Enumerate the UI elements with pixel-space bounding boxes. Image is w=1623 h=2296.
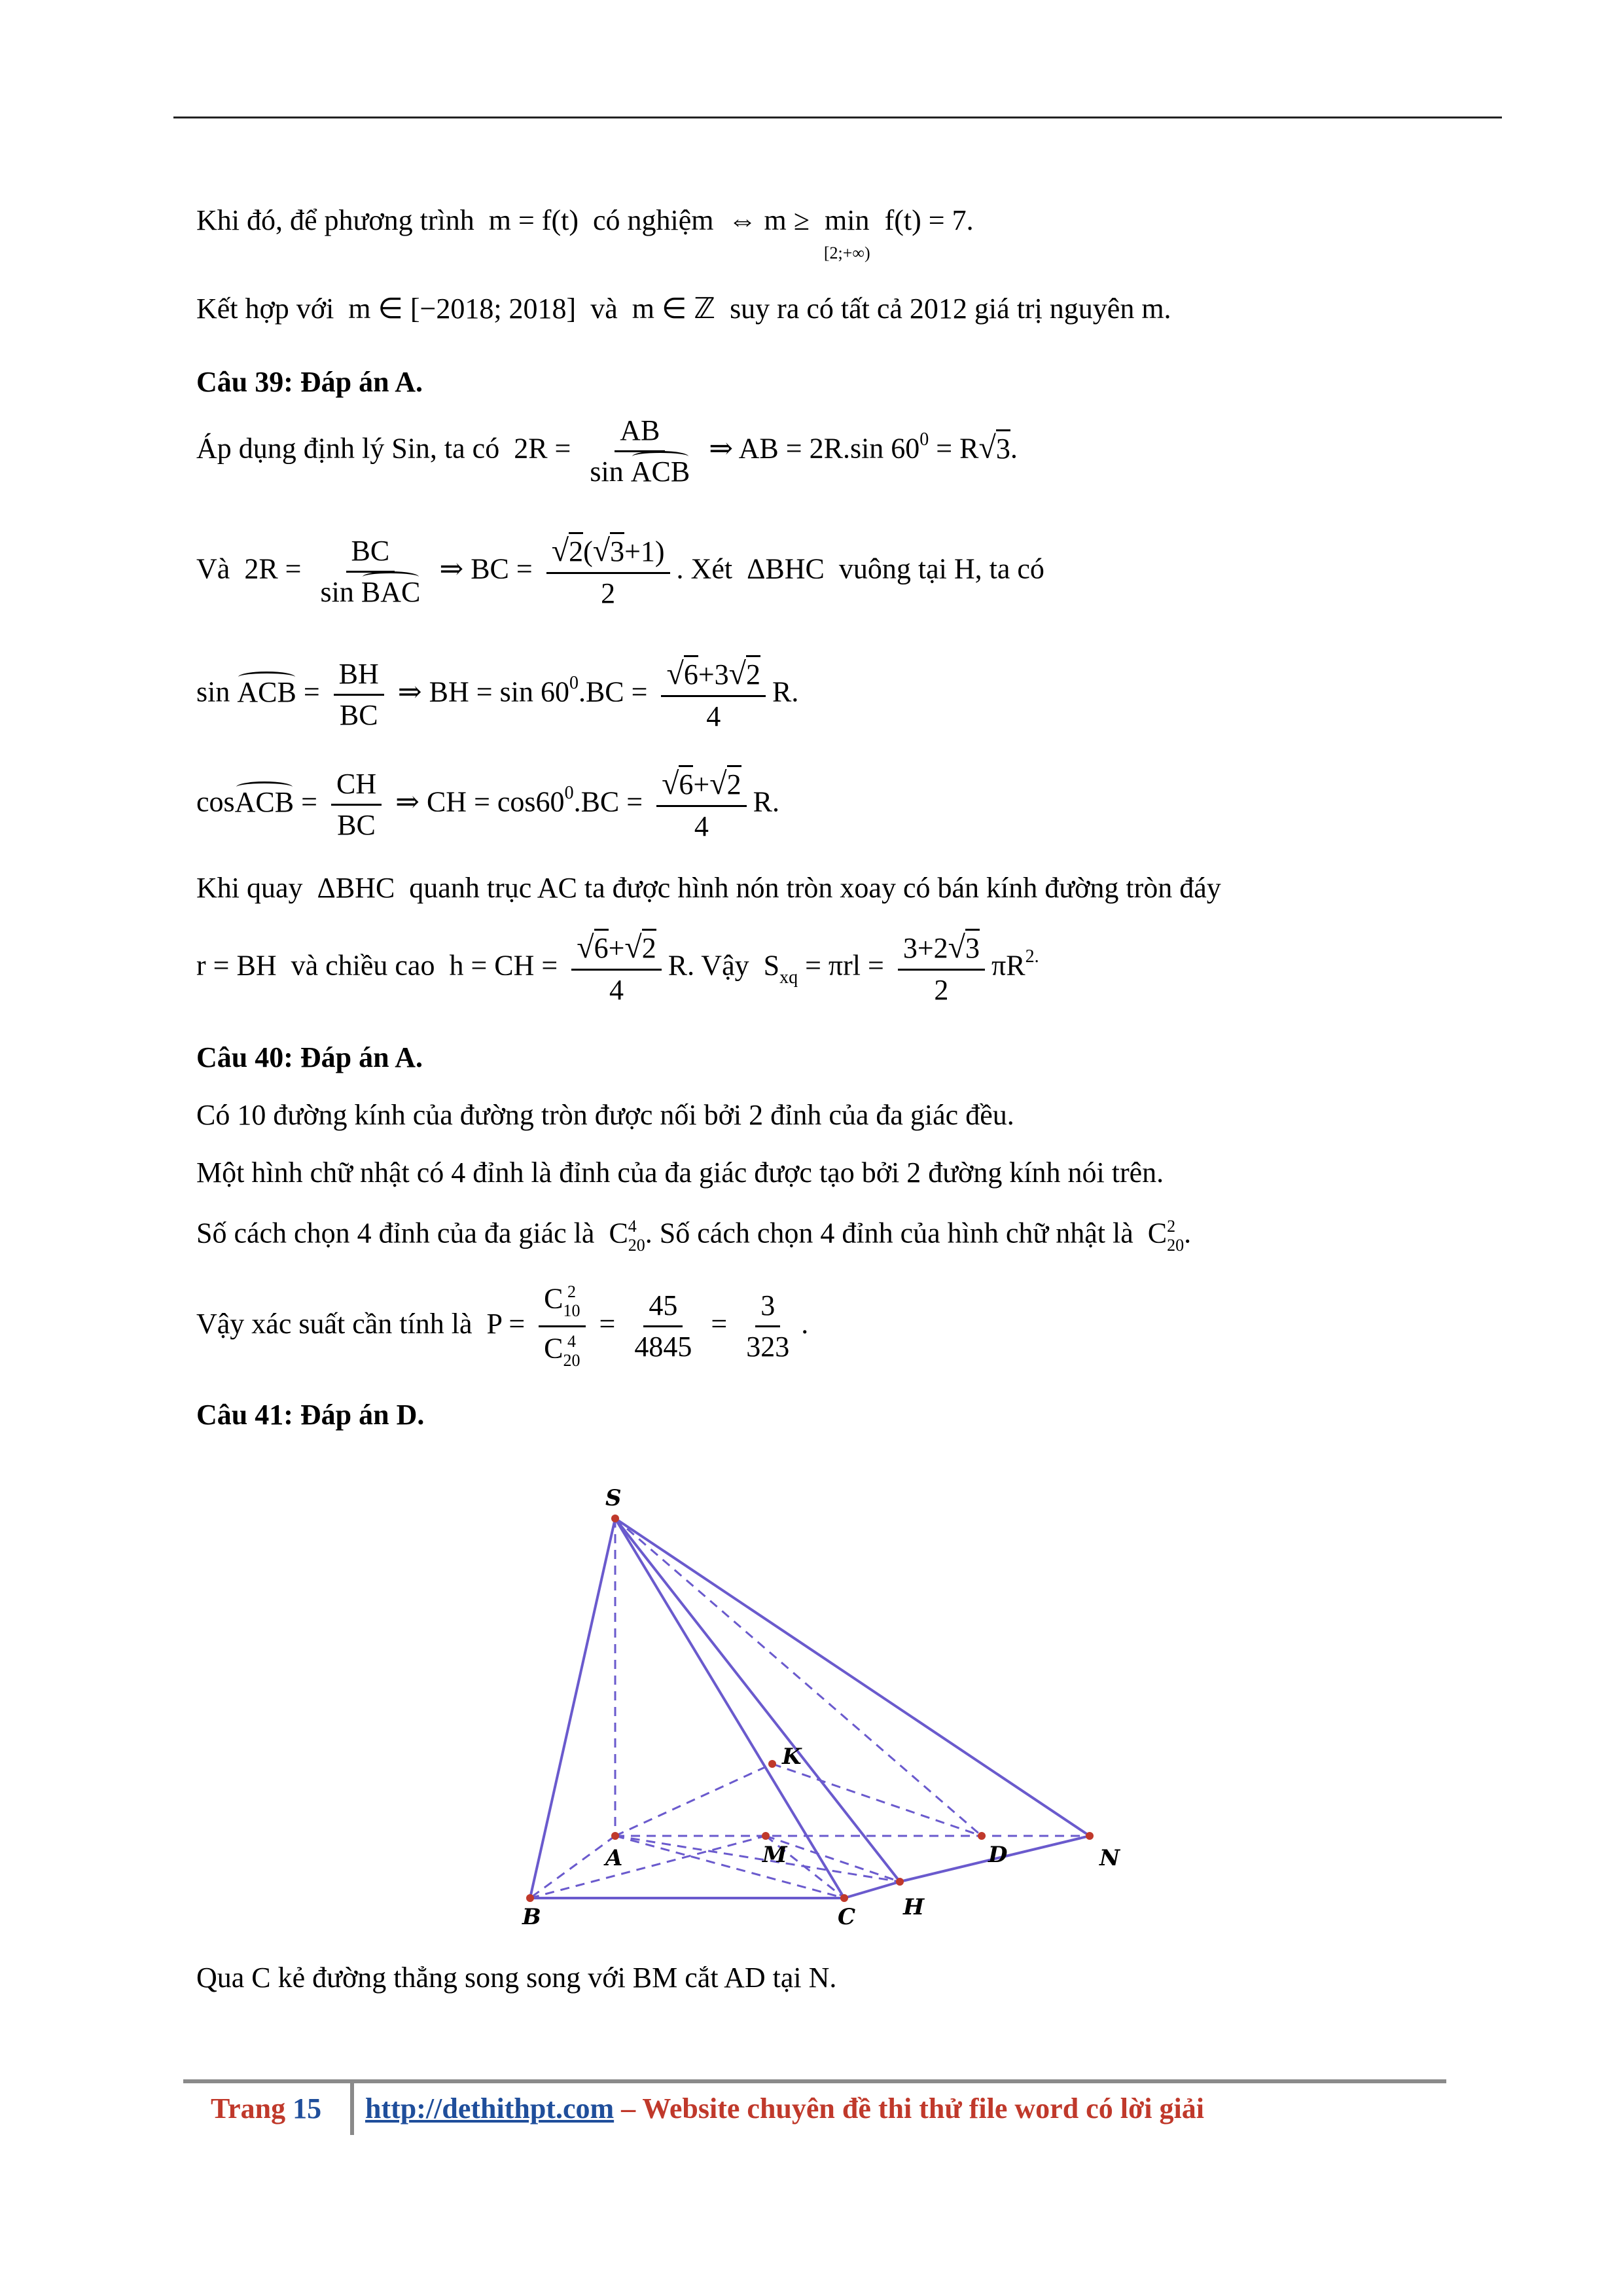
fraction — [571, 932, 662, 1005]
radicand: 6 — [679, 765, 693, 800]
denominator: 4 — [694, 810, 709, 842]
label-K: K — [782, 1744, 802, 1770]
subscript: 20 — [563, 1350, 580, 1370]
text: sin — [196, 675, 230, 708]
label-H: H — [903, 1894, 925, 1920]
edge-SD — [615, 1518, 982, 1836]
numerator — [898, 932, 985, 971]
denominator — [539, 1327, 585, 1370]
math: S — [763, 949, 780, 982]
label-C: C — [838, 1904, 856, 1930]
denominator: BC — [339, 699, 378, 731]
text: R. — [772, 675, 799, 708]
paragraph-line: Có 10 đường kính của đường tròn được nối bởi 2 đỉnh của đa giác đều. — [196, 1099, 1014, 1131]
header-rule — [173, 117, 1502, 118]
math: = — [599, 1307, 616, 1340]
superscript: 0 — [564, 782, 574, 803]
denominator: 4 — [609, 974, 624, 1006]
subscript: 20 — [628, 1235, 645, 1255]
edge-SH — [615, 1518, 900, 1882]
numerator: BC — [346, 537, 395, 573]
radicand: 3 — [996, 429, 1010, 465]
numerator: AB — [615, 416, 665, 452]
math: P = — [486, 1307, 526, 1340]
superscript: 4 — [567, 1332, 577, 1352]
text: . — [1184, 1217, 1192, 1249]
combination-indices — [563, 1333, 580, 1370]
fraction — [331, 770, 382, 840]
math: = — [301, 785, 317, 818]
combination-indices — [628, 1217, 645, 1255]
page-num: 15 — [293, 2092, 322, 2125]
math: ⇒ AB = 2R.sin 60 — [709, 432, 920, 465]
label-D: D — [988, 1842, 1008, 1868]
question-heading: Câu 41: Đáp án D. — [196, 1399, 425, 1431]
arc-angle: ACB — [234, 785, 294, 818]
sqrt-icon: √ — [948, 930, 965, 965]
superscript: 0 — [569, 672, 579, 693]
denominator: 4845 — [634, 1331, 692, 1363]
point-C — [840, 1894, 848, 1902]
min-operator — [824, 206, 870, 264]
denominator: BC — [337, 809, 376, 841]
text: Vậy xác suất cần tính là — [196, 1307, 473, 1340]
math: .BC = — [573, 785, 643, 818]
math: ⇒ CH = cos60 — [395, 785, 565, 818]
math: 2R = — [514, 432, 571, 465]
sqrt-icon: √ — [577, 930, 594, 965]
denominator — [584, 452, 695, 486]
edge-SB — [530, 1518, 615, 1898]
fraction — [629, 1291, 697, 1361]
arc-angle: BAC — [361, 576, 421, 608]
text: . — [801, 1307, 809, 1340]
equation-line — [196, 1283, 808, 1370]
sqrt-icon: √ — [728, 656, 746, 691]
footer-text — [365, 2092, 1204, 2125]
text: cos — [196, 785, 235, 818]
point-N — [1086, 1832, 1094, 1840]
sqrt-icon: √ — [551, 533, 569, 568]
superscript: 2. — [1025, 946, 1039, 967]
math: = — [303, 675, 320, 708]
paragraph-line — [196, 206, 974, 264]
paragraph-line — [196, 295, 1171, 323]
numerator: BH — [334, 660, 384, 696]
pyramid-figure — [504, 1469, 1120, 1930]
text: sin — [590, 456, 624, 488]
radicand: 2 — [727, 765, 741, 800]
equation-line — [196, 416, 1018, 486]
numerator — [661, 658, 766, 697]
fraction — [741, 1291, 794, 1361]
sqrt-icon: √ — [666, 656, 684, 691]
denominator — [315, 573, 425, 607]
math: h = CH = — [449, 949, 558, 982]
text: Áp dụng định lý Sin, ta có — [196, 432, 500, 465]
paragraph-line: Một hình chữ nhật có 4 đỉnh là đỉnh của đa giác được tạo bởi 2 đường kính nói trên. — [196, 1157, 1164, 1189]
label-M: M — [762, 1842, 787, 1868]
text: . Số cách chọn 4 đỉnh của hình chữ nhật là — [645, 1217, 1133, 1249]
radicand: 2 — [642, 929, 656, 964]
math: r = BH — [196, 949, 277, 982]
text: 3+2 — [902, 932, 948, 964]
label-N: N — [1099, 1845, 1120, 1871]
math: f(t) = 7. — [884, 204, 974, 236]
subscript: 10 — [563, 1300, 580, 1320]
page-number — [211, 2092, 321, 2125]
fraction — [661, 658, 766, 731]
subscript: 20 — [1167, 1235, 1185, 1255]
text: và — [590, 293, 618, 325]
math: m ∈ [−2018; 2018] — [348, 293, 577, 325]
question-heading: Câu 40: Đáp án A. — [196, 1041, 423, 1073]
point-M — [762, 1832, 770, 1840]
superscript: 2 — [1167, 1217, 1176, 1236]
superscript: 4 — [628, 1217, 637, 1236]
fraction — [315, 537, 425, 607]
point-D — [978, 1832, 986, 1840]
edge-CH — [844, 1882, 900, 1898]
page-label: Trang — [211, 2092, 286, 2125]
paragraph-line — [196, 1217, 1191, 1255]
text: R. Vậy — [668, 949, 749, 982]
footer-rule — [183, 2079, 1446, 2083]
math: 2R = — [244, 552, 302, 585]
combination-indices — [1167, 1217, 1184, 1255]
sqrt-icon: √ — [978, 430, 996, 465]
math: πR — [991, 949, 1026, 982]
math: = R — [936, 432, 979, 465]
math: .BC = — [578, 675, 648, 708]
sqrt-icon: √ — [592, 533, 611, 568]
math: ⇒ BC = — [439, 552, 533, 585]
sqrt-icon: √ — [624, 930, 642, 965]
tagline: – Website chuyên đề thi thử file word có lời giải — [614, 2092, 1204, 2125]
denominator: 2 — [934, 974, 949, 1006]
equation-line — [196, 768, 779, 841]
denominator: 4 — [706, 700, 721, 732]
radicand: 2 — [569, 532, 583, 567]
edge-SN — [615, 1518, 1090, 1836]
radicand: 6 — [684, 655, 698, 691]
text: . Xét — [676, 552, 733, 585]
math: ⇔ m ≥ — [728, 204, 810, 236]
point-A — [611, 1832, 619, 1840]
math: m = f(t) — [488, 204, 579, 236]
label-B: B — [522, 1904, 541, 1930]
arc-angle: ACB — [630, 456, 690, 488]
text: Kết hợp với — [196, 293, 334, 325]
subscript: xq — [779, 967, 798, 988]
radicand: 6 — [594, 929, 609, 964]
fraction — [898, 932, 985, 1005]
text: suy ra có tất cả 2012 giá trị nguyên m. — [730, 293, 1171, 325]
math: = πrl = — [805, 949, 884, 982]
label-S: S — [605, 1485, 622, 1511]
question-heading: Câu 39: Đáp án A. — [196, 366, 423, 398]
text: + — [693, 768, 710, 800]
equation-line — [196, 658, 798, 731]
text: R. — [753, 785, 779, 818]
label-A: A — [605, 1845, 623, 1871]
math: C — [609, 1217, 628, 1249]
paragraph-line: Khi quay ΔBHC quanh trục AC ta được hình nón tròn xoay có bán kính đường tròn đáy — [196, 872, 1221, 904]
fraction — [539, 1283, 585, 1370]
math: C — [1147, 1217, 1168, 1249]
math: C — [544, 1282, 563, 1315]
text: Số cách chọn 4 đỉnh của đa giác là — [196, 1217, 595, 1249]
point-K — [768, 1760, 776, 1768]
numerator — [539, 1283, 585, 1327]
text: . — [1010, 432, 1018, 465]
equation-line — [196, 932, 1039, 1005]
denominator: 323 — [746, 1331, 790, 1363]
radicand: 3 — [965, 929, 980, 964]
fraction — [546, 535, 670, 608]
text: Và — [196, 552, 230, 585]
superscript: 2 — [567, 1282, 577, 1301]
numerator: √2(√3+1) — [546, 535, 670, 574]
min-label: min — [825, 204, 870, 236]
denominator: 2 — [601, 577, 616, 609]
math: ⇒ BH = sin 60 — [397, 675, 569, 708]
text: + — [608, 932, 625, 964]
sqrt-icon: √ — [662, 766, 679, 801]
numerator: CH — [331, 770, 382, 806]
arc-angle: ACB — [237, 675, 296, 708]
min-range: [2;+∞) — [823, 243, 870, 262]
edge-AK — [615, 1764, 772, 1836]
point-S — [611, 1515, 619, 1522]
math: C — [544, 1332, 563, 1365]
fraction — [584, 416, 695, 486]
radicand: 3 — [610, 532, 624, 567]
math: ΔBHC — [747, 552, 825, 585]
point-B — [526, 1894, 534, 1902]
paragraph-line: Qua C kẻ đường thẳng song song với BM cắt AD tại N. — [196, 1962, 837, 1994]
sqrt-icon: √ — [709, 766, 727, 801]
math: m ∈ ℤ — [632, 293, 716, 325]
text: +3 — [698, 658, 729, 691]
edge-KD — [772, 1764, 982, 1836]
fraction — [656, 768, 747, 841]
text: vuông tại H, ta có — [838, 552, 1044, 585]
numerator — [571, 932, 662, 971]
text: và chiều cao — [291, 949, 435, 982]
website-link[interactable]: http://dethithpt.com — [365, 2092, 615, 2125]
numerator: 45 — [643, 1291, 683, 1327]
equation-line — [196, 535, 1044, 608]
text: có nghiệm — [592, 204, 714, 236]
footer-divider — [350, 2081, 354, 2135]
text: sin — [320, 576, 354, 608]
radicand: 2 — [746, 655, 760, 691]
point-H — [896, 1878, 904, 1886]
text: Khi đó, để phương trình — [196, 204, 474, 236]
math: = — [711, 1307, 728, 1340]
fraction — [334, 660, 384, 730]
numerator: 3 — [755, 1291, 780, 1327]
numerator — [656, 768, 747, 807]
text: +1 — [624, 535, 655, 567]
superscript: 0 — [919, 429, 929, 450]
combination-indices — [563, 1283, 580, 1320]
